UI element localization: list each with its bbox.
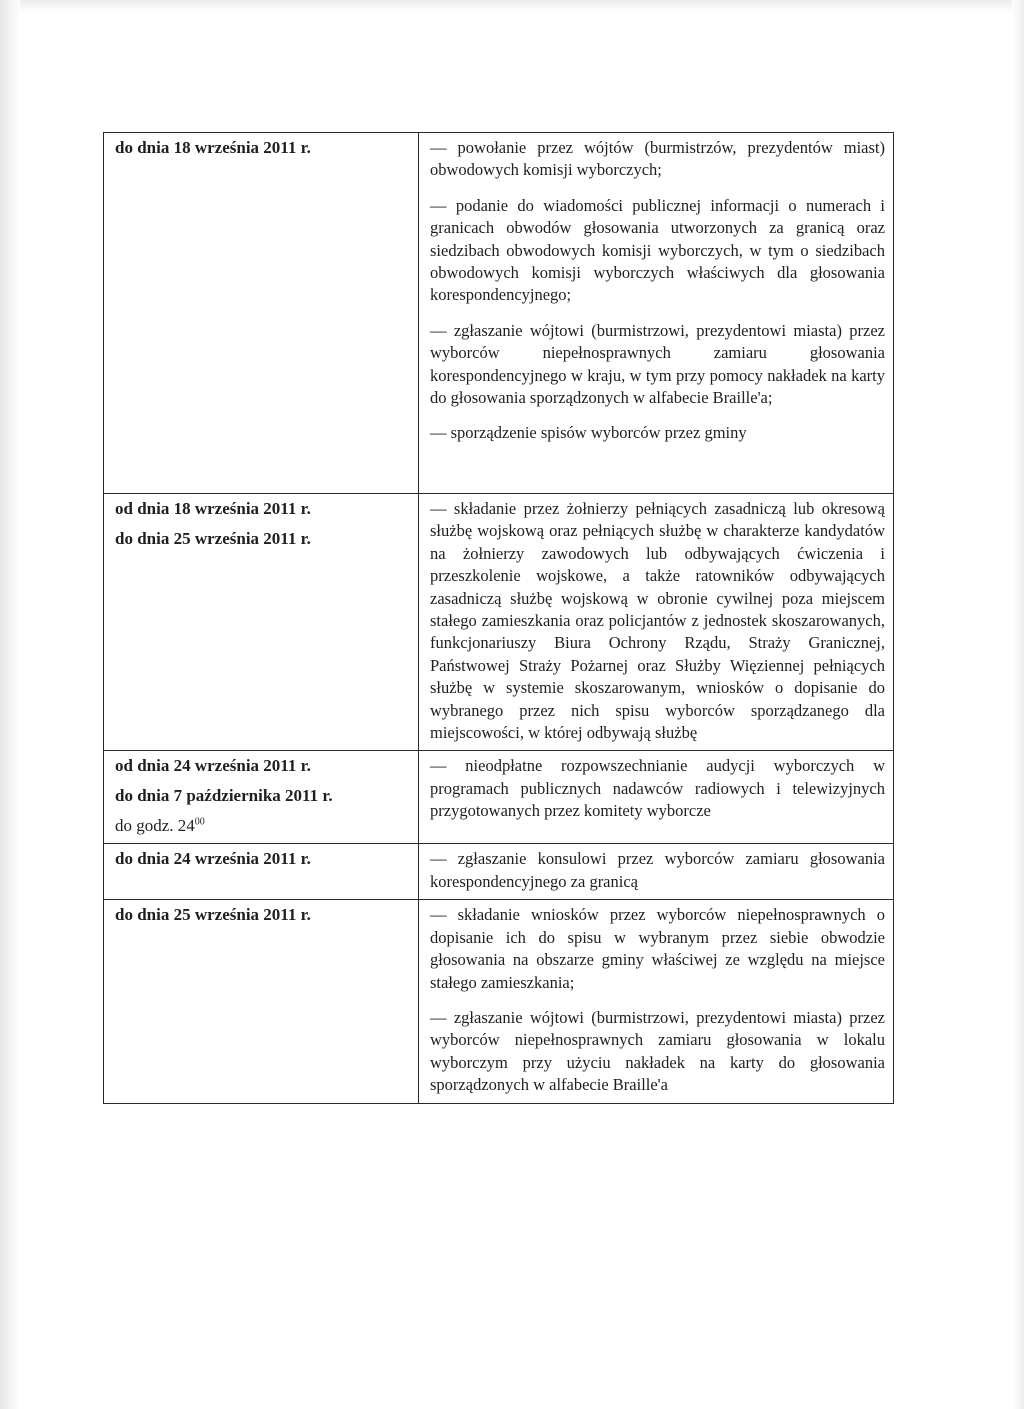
table-row xyxy=(104,900,894,1103)
time-superscript: 00 xyxy=(194,816,205,828)
table-row xyxy=(104,751,894,844)
table-row xyxy=(104,133,894,494)
scan-edge-top xyxy=(0,0,1024,12)
date-line: od dnia 18 września 2011 r. xyxy=(115,499,311,518)
description-paragraph: — składanie przez żołnierzy pełniących zasadniczą lub okresową służbę wojskową oraz pełniących służbę w charakterze kandydatów na żołnierzy zawodowych lub odbywających ćwiczenia i przeszkolenie wojskowe, a także ratowników odbywających zasadniczą służbę wojskową w obronie cywilnej poza miejscem stałego zamieszkania oraz policjantów z jednostek skoszarowanych, funkcjonariuszy Biura Ochrony Rządu, Straży Granicznej, Państwowej Straży Pożarnej oraz Służby Więziennej pełniących służbę w systemie skoszarowanym, wniosków o dopisanie do wybranego przez nich spisu wyborców sporządzanego dla miejscowości, w której odbywają służbę xyxy=(430,499,885,743)
description-paragraph: — zgłaszanie wójtowi (burmistrzowi, prezydentowi miasta) przez wyborców niepełnosprawnych zamiaru głosowania w lokalu wyborczym przy użyciu nakładek na karty do głosowania sporządzonych w alfabecie Braille'a xyxy=(430,1007,885,1095)
date-line: do dnia 24 września 2011 r. xyxy=(115,849,311,869)
date-cell xyxy=(104,751,419,844)
description-cell xyxy=(419,751,894,844)
scan-edge-left xyxy=(0,0,20,1409)
date-line: do dnia 18 września 2011 r. xyxy=(115,138,311,157)
description-paragraph: — sporządzenie spisów wyborców przez gminy xyxy=(430,423,747,443)
description-paragraph: — zgłaszanie konsulowi przez wyborców zamiaru głosowania korespondencyjnego za granicą xyxy=(430,849,885,891)
election-calendar-table xyxy=(103,132,894,1104)
time-prefix: do godz. 24 xyxy=(115,816,195,836)
date-cell xyxy=(104,133,419,494)
description-paragraph: — nieodpłatne rozpowszechnianie audycji wyborczych w programach publicznych nadawców radiowych i telewizyjnych przygotowanych przez komitety wyborcze xyxy=(430,756,885,821)
scan-edge-right xyxy=(1012,0,1024,1409)
time-line xyxy=(115,815,410,837)
description-cell xyxy=(419,133,894,494)
date-line: do dnia 25 września 2011 r. xyxy=(115,905,311,925)
table-row xyxy=(104,494,894,751)
description-cell xyxy=(419,844,894,900)
description-cell xyxy=(419,900,894,1103)
date-line: do dnia 25 września 2011 r. xyxy=(115,529,311,548)
date-cell xyxy=(104,844,419,900)
description-paragraph: — podanie do wiadomości publicznej informacji o numerach i granicach obwodów głosowania utworzonych za granicą oraz siedzibach obwodowych komisji wyborczych, w tym o siedzibach obwodowych komisji wyborczych właściwych dla głosowania korespondencyjnego; xyxy=(430,195,885,305)
table-row xyxy=(104,844,894,900)
description-paragraph: — składanie wniosków przez wyborców niepełnosprawnych o dopisanie ich do spisu w wybranym przez siebie obwodzie głosowania na obszarze gminy właściwej ze względu na miejsce stałego zamieszkania; xyxy=(430,905,885,992)
date-line: do dnia 7 października 2011 r. xyxy=(115,786,333,806)
description-paragraph: — zgłaszanie wójtowi (burmistrzowi, prezydentowi miasta) przez wyborców niepełnosprawnych zamiaru głosowania korespondencyjnego w kraju, w tym przy pomocy nakładek na karty do głosowania sporządzonych w alfabecie Braille'a; xyxy=(430,320,885,408)
date-cell xyxy=(104,900,419,1103)
date-line: od dnia 24 września 2011 r. xyxy=(115,756,311,776)
date-cell xyxy=(104,494,419,751)
description-cell xyxy=(419,494,894,751)
description-paragraph: — powołanie przez wójtów (burmistrzów, prezydentów miast) obwodowych komisji wyborczych; xyxy=(430,138,885,180)
